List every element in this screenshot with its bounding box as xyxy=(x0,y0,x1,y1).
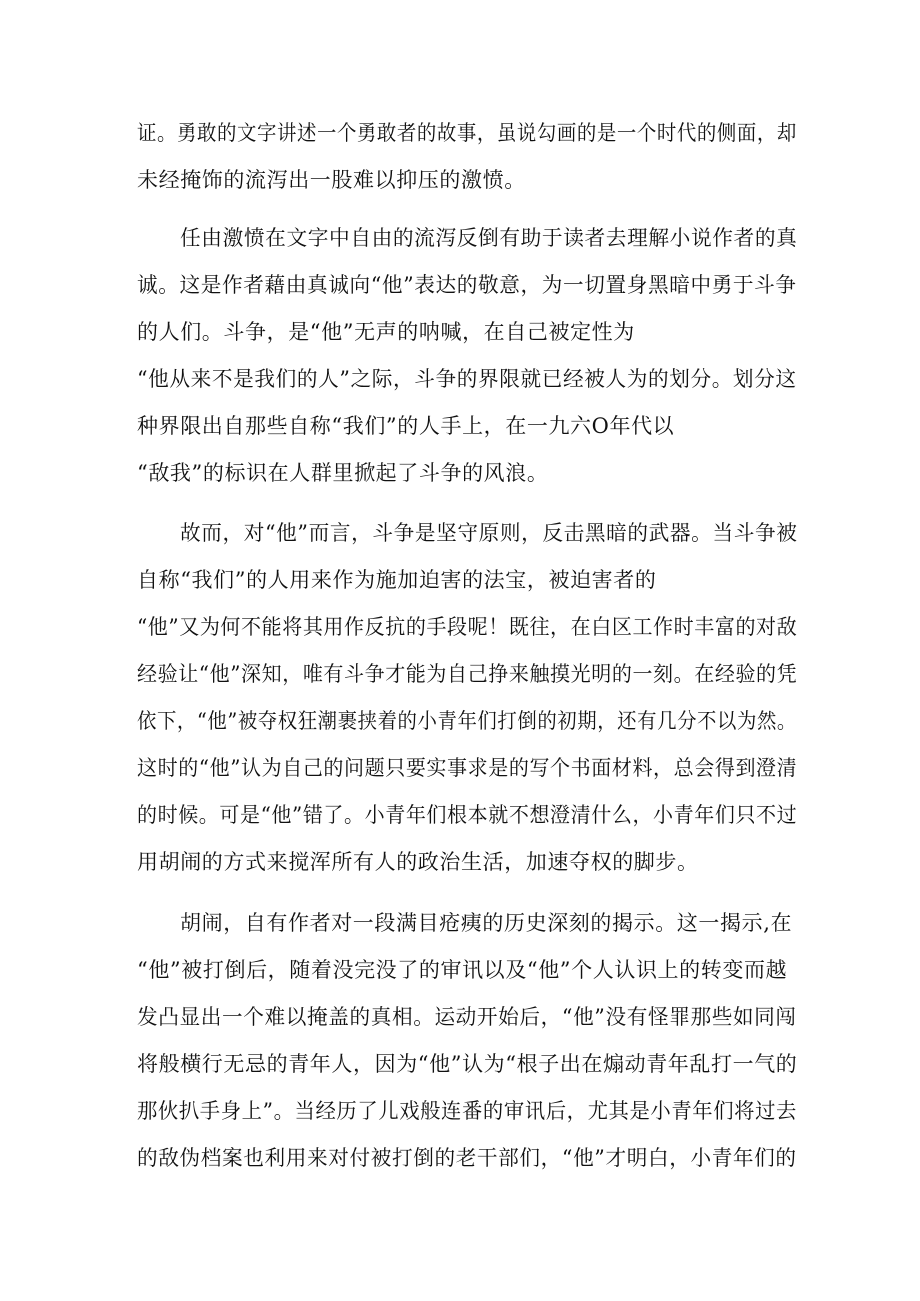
text-line: 依下，“他”被夺权狂潮裹挟着的小青年们打倒的初期，还有几分不以为然。 xyxy=(137,709,797,733)
text-line: 证。勇敢的文字讲述一个勇敢者的故事，虽说勾画的是一个时代的侧面，却 xyxy=(137,121,797,145)
text-line: “他从来不是我们的人”之际，斗争的界限就已经被人为的划分。划分这 xyxy=(137,367,797,391)
text-line: 的时候。可是“他”错了。小青年们根本就不想澄清什么，小青年们只不过 xyxy=(137,803,798,827)
text-line: 的敌伪档案也利用来对付被打倒的老干部们，“他”才明白，小青年们的 xyxy=(137,1146,797,1170)
text-line: 未经掩饰的流泻出一股难以抑压的激愤。 xyxy=(137,168,526,192)
text-line: 诚。这是作者藉由真诚向“他”表达的敬意，为一切置身黑暗中勇于斗争 xyxy=(137,273,797,297)
text-line: 发凸显出一个难以掩盖的真相。运动开始后，“他”没有怪罪那些如同闯 xyxy=(137,1005,797,1029)
text-line: 故而，对“他”而言，斗争是坚守原则，反击黑暗的武器。当斗争被 xyxy=(180,521,798,545)
text-line: 任由激愤在文字中自由的流泻反倒有助于读者去理解小说作者的真 xyxy=(180,226,798,250)
text-line: 胡闹，自有作者对一段满目疮痍的历史深刻的揭示。这一揭示,在 xyxy=(180,911,793,935)
text-line: 这时的“他”认为自己的问题只要实事求是的写个书面材料，总会得到澄清 xyxy=(137,756,798,780)
text-line: 那伙扒手身上”。当经历了儿戏般连番的审讯后，尤其是小青年们将过去 xyxy=(137,1099,797,1123)
text-line: 经验让“他”深知，唯有斗争才能为自己挣来触摸光明的一刻。在经验的凭 xyxy=(137,662,798,686)
text-line: “敌我”的标识在人群里掀起了斗争的风浪。 xyxy=(137,461,549,485)
text-line: 的人们。斗争，是“他”无声的呐喊，在自己被定性为 xyxy=(137,320,635,344)
text-line: 用胡闹的方式来搅浑所有人的政治生活，加速夺权的脚步。 xyxy=(137,850,699,874)
text-line: 种界限出自那些自称“我们”的人手上，在一九六O年代以 xyxy=(137,414,675,438)
text-line: “他”被打倒后，随着没完没了的审讯以及“他”个人认识上的转变而越 xyxy=(137,958,788,982)
text-line: 将般横行无忌的青年人，因为“他”认为“根子出在煽动青年乱打一气的 xyxy=(137,1052,798,1076)
text-line: “他”又为何不能将其用作反抗的手段呢！既往，在白区工作时丰富的对敌 xyxy=(137,615,798,639)
text-line: 自称“我们”的人用来作为施加迫害的法宝，被迫害者的 xyxy=(137,568,657,592)
